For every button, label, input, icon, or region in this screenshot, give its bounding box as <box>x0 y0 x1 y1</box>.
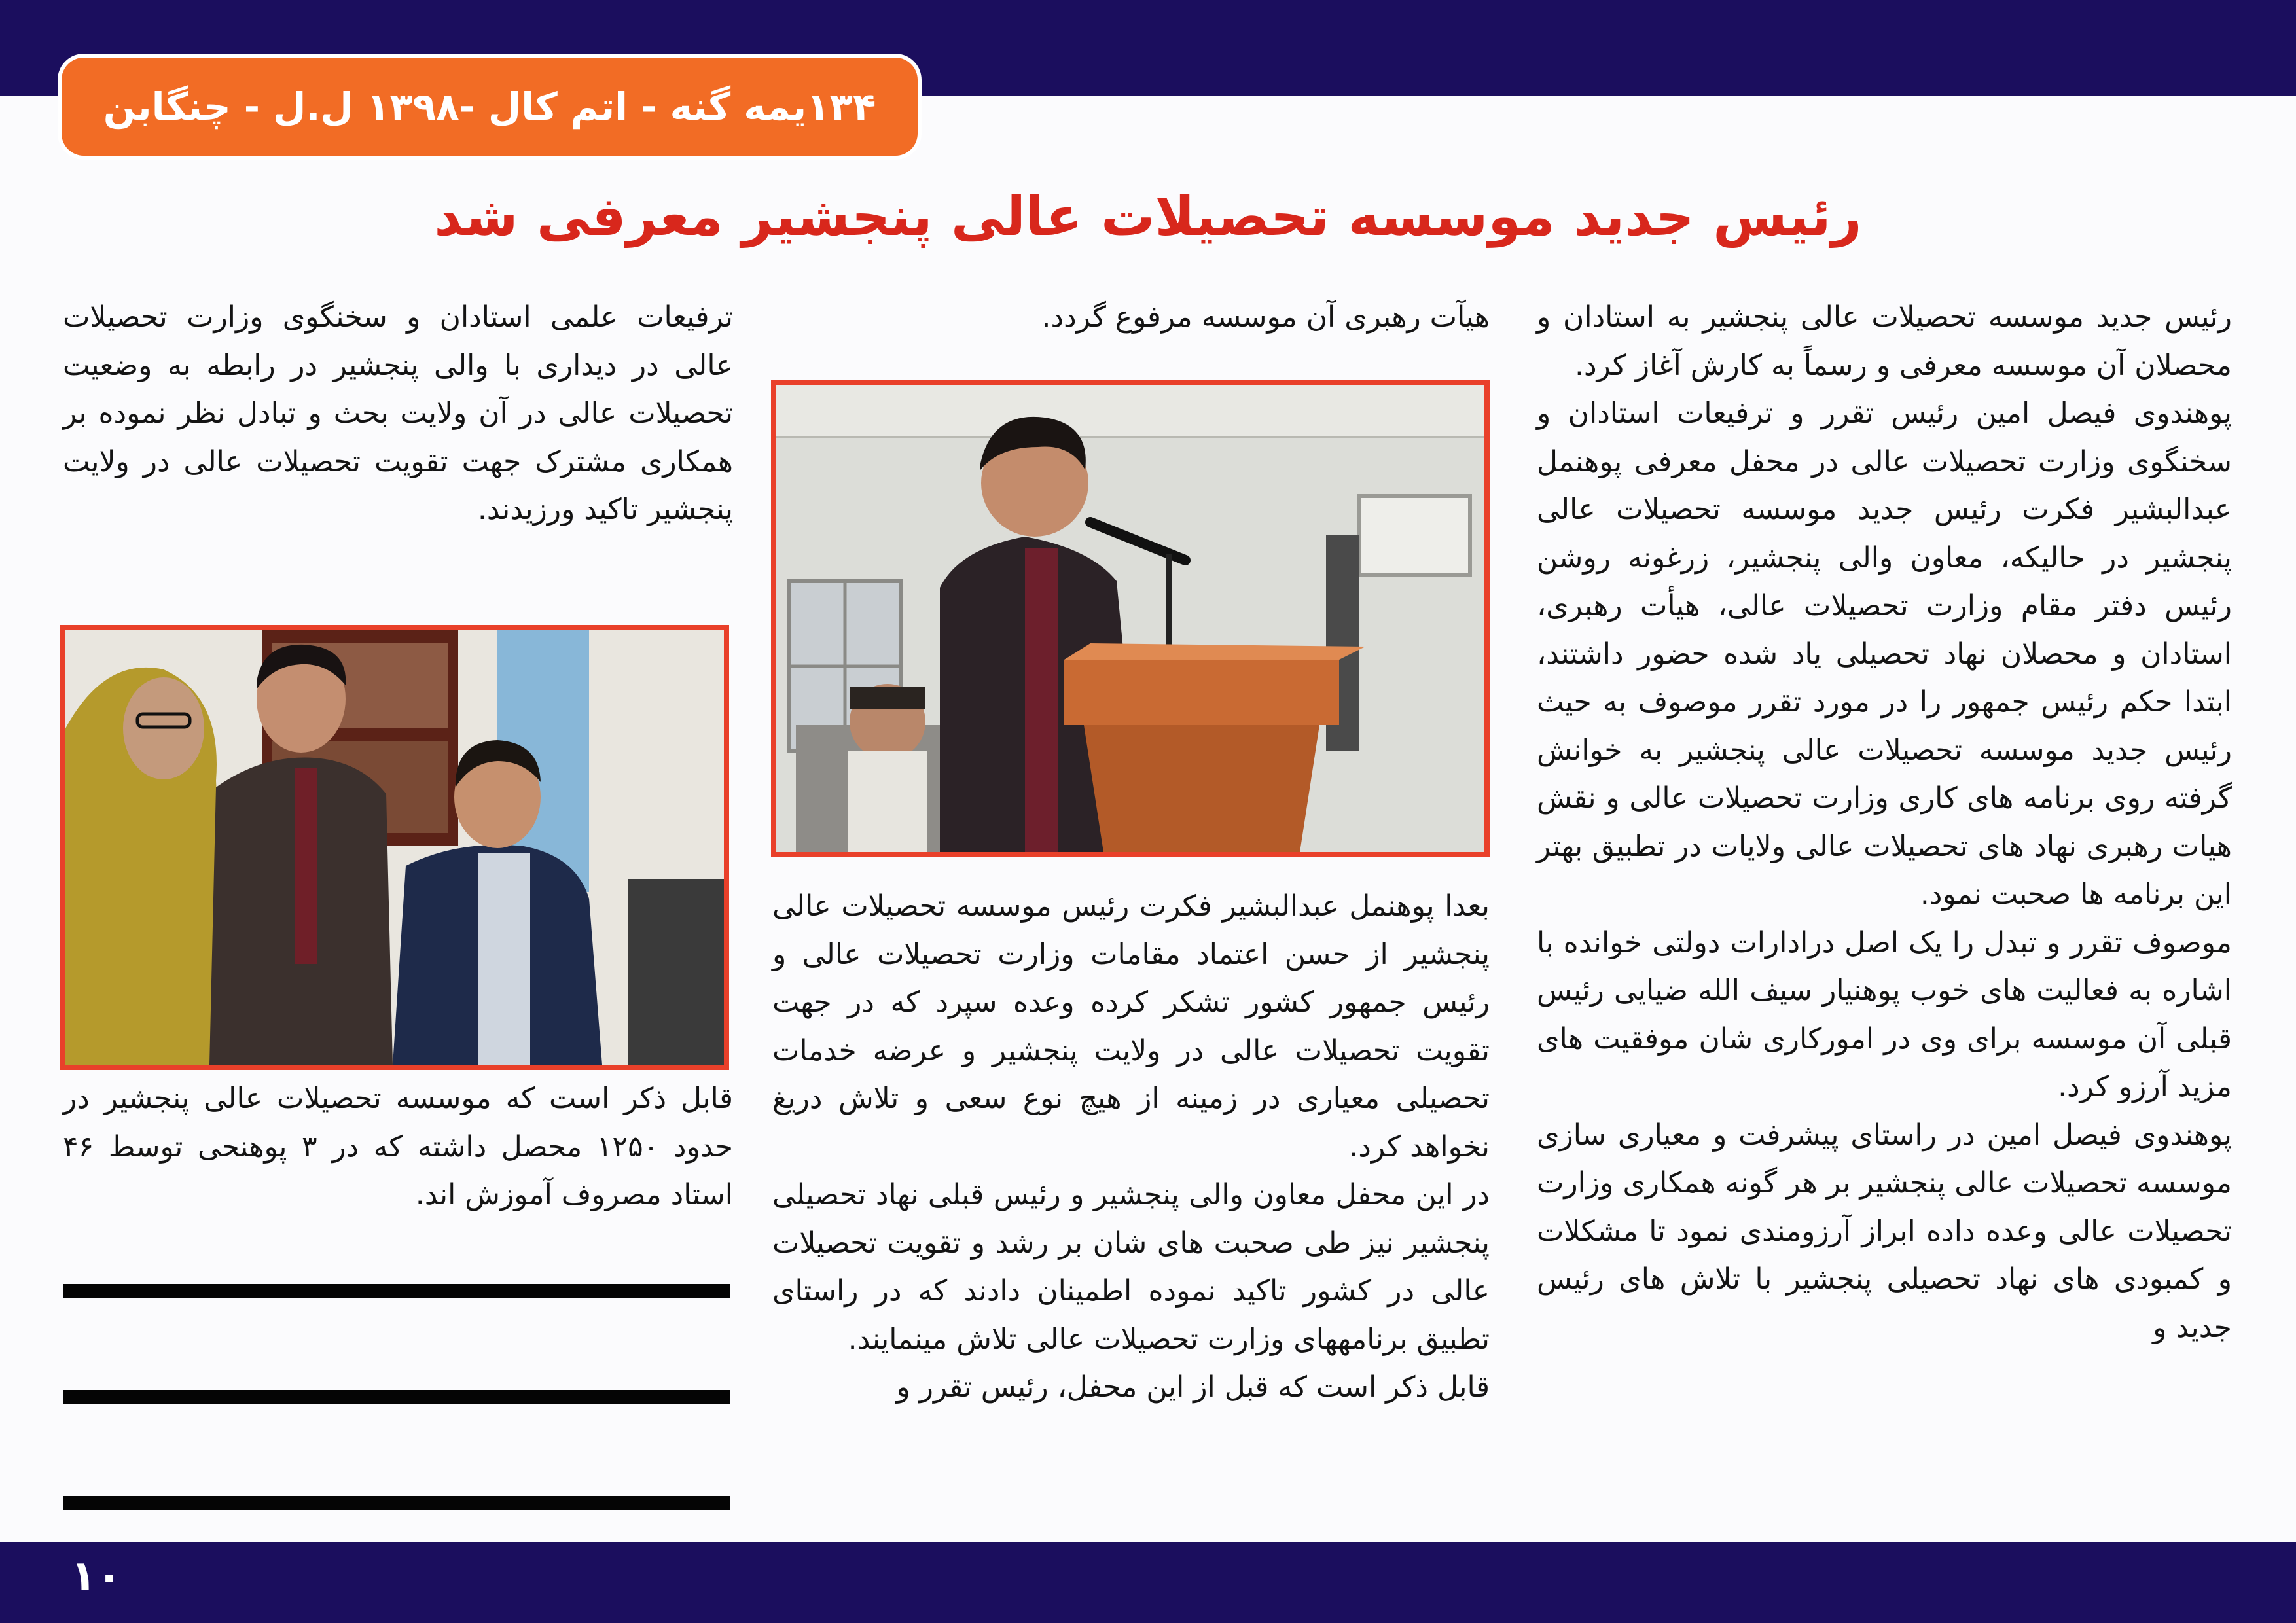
divider-rule <box>63 1496 730 1510</box>
podium-speech-photo <box>771 380 1490 857</box>
divider-rule <box>63 1284 730 1298</box>
meeting-photo <box>60 625 729 1070</box>
article-column-left <box>63 1075 733 1219</box>
divider-rule <box>63 1390 730 1404</box>
paragraph: موصوف تقرر و تبدل را یک اصل درادارات دولتی خوانده با اشاره به فعالیت های خوب پوهنیار سیف الله ضیایی رئیس قبلی آن موسسه برای وی در امورکاری شان موفقیت های مزید آرزو کرد. <box>1537 925 2232 1103</box>
paragraph: قابل ذکر است که قبل از این محفل، رئیس تقرر و <box>896 1370 1490 1404</box>
issue-label: ۱۳۴یمه گنه - اتم کال -۱۳۹۸ ل.ل - چنگابن <box>103 84 876 129</box>
paragraph: پوهندوی فیصل امین رئیس تقرر و ترفیعات استادان و سخنگوی وزارت تحصیلات عالی در محفل معرفی پوهنمل عبدالبشیر فکرت رئیس جدید موسسه تحصیلات عالی پنجشیر در حالیکه، معاون والی پنجشیر، زرغونه روشن رئیس دفتر مقام وزارت تحصیلات عالی، هیأت رهبری، استادان و محصلان نهاد تحصیلی یاد شده حضور داشتند، ابتدا حکم رئیس جمهور را در مورد تقرر موصوف به حیث رئیس جدید موسسه تحصیلات عالی پنجشیر به خوانش گرفته روی برنامه های کاری وزارت تحصیلات عالی و نقش هیات رهبری نهاد های تحصیلات عالی ولایات در تطبیق بهتر این برنامه ها صحبت نمود. <box>1537 397 2232 911</box>
paragraph: بعدا پوهنمل عبدالبشیر فکرت رئیس موسسه تحصیلات عالی پنجشیر از حسن اعتماد مقامات وزارت تحصیلات عالی و رئیس جمهور کشور تشکر کرده وعده سپرد که در جهت تقویت تحصیلات عالی در ولایت پنجشیر و عرضه خدمات تحصیلی معیاری در زمینه از هیچ نوع سعی و تلاش دریغ نخواهد کرد. <box>772 889 1490 1164</box>
article-column-middle <box>772 882 1490 1412</box>
article-column-left-top <box>63 293 733 534</box>
paragraph: در این محفل معاون والی پنجشیر و رئیس قبلی نهاد تحصیلی پنجشیر نیز طی صحبت های شان بر رشد و تقویت تحصیلات عالی در کشور تاکید نموده اطمینان دادند که در راستای تطبیق برنامههای وزارت تحصیلات عالی تلاش مینمایند. <box>772 1178 1490 1356</box>
paragraph: رئیس جدید موسسه تحصیلات عالی پنجشیر به استادان و محصلان آن موسسه معرفی و رسماً به کارش آغاز کرد. <box>1537 300 2232 382</box>
article-column-middle-top <box>772 293 1490 342</box>
article-title: رئیس جدید موسسه تحصیلات عالی پنجشیر معرفی شد <box>434 186 1862 248</box>
paragraph: هیآت رهبری آن موسسه مرفوع گردد. <box>1041 300 1490 334</box>
issue-header <box>62 58 918 156</box>
paragraph: قابل ذکر است که موسسه تحصیلات عالی پنجشیر در حدود ۱۲۵۰ محصل داشته که در ۳ پوهنحی توسط ۴۶ استاد مصروف آموزش اند. <box>63 1082 734 1211</box>
page-number: ۱۰ <box>71 1552 122 1601</box>
paragraph: پوهندوی فیصل امین در راستای پیشرفت و معیاری سازی موسسه تحصیلات عالی پنجشیر بر هر گونه همکاری وزارت تحصیلات عالی وعده داده ابراز آرزومندی نمود تا مشکلات و کمبودی های نهاد تحصیلی پنجشیر با تلاش های رئیس جدید و <box>1537 1118 2232 1344</box>
bottom-band <box>0 1542 2296 1623</box>
paragraph: ترفیعات علمی استادان و سخنگوی وزارت تحصیلات عالی در دیداری با والی پنجشیر در رابطه به وضعیت تحصیلات عالی در آن ولایت بحث و تبادل نظر نموده بر همکاری مشترک جهت تقویت تحصیلات عالی در ولایت پنجشیر تاکید ورزیدند. <box>63 300 733 526</box>
article-column-right <box>1537 293 2232 1351</box>
